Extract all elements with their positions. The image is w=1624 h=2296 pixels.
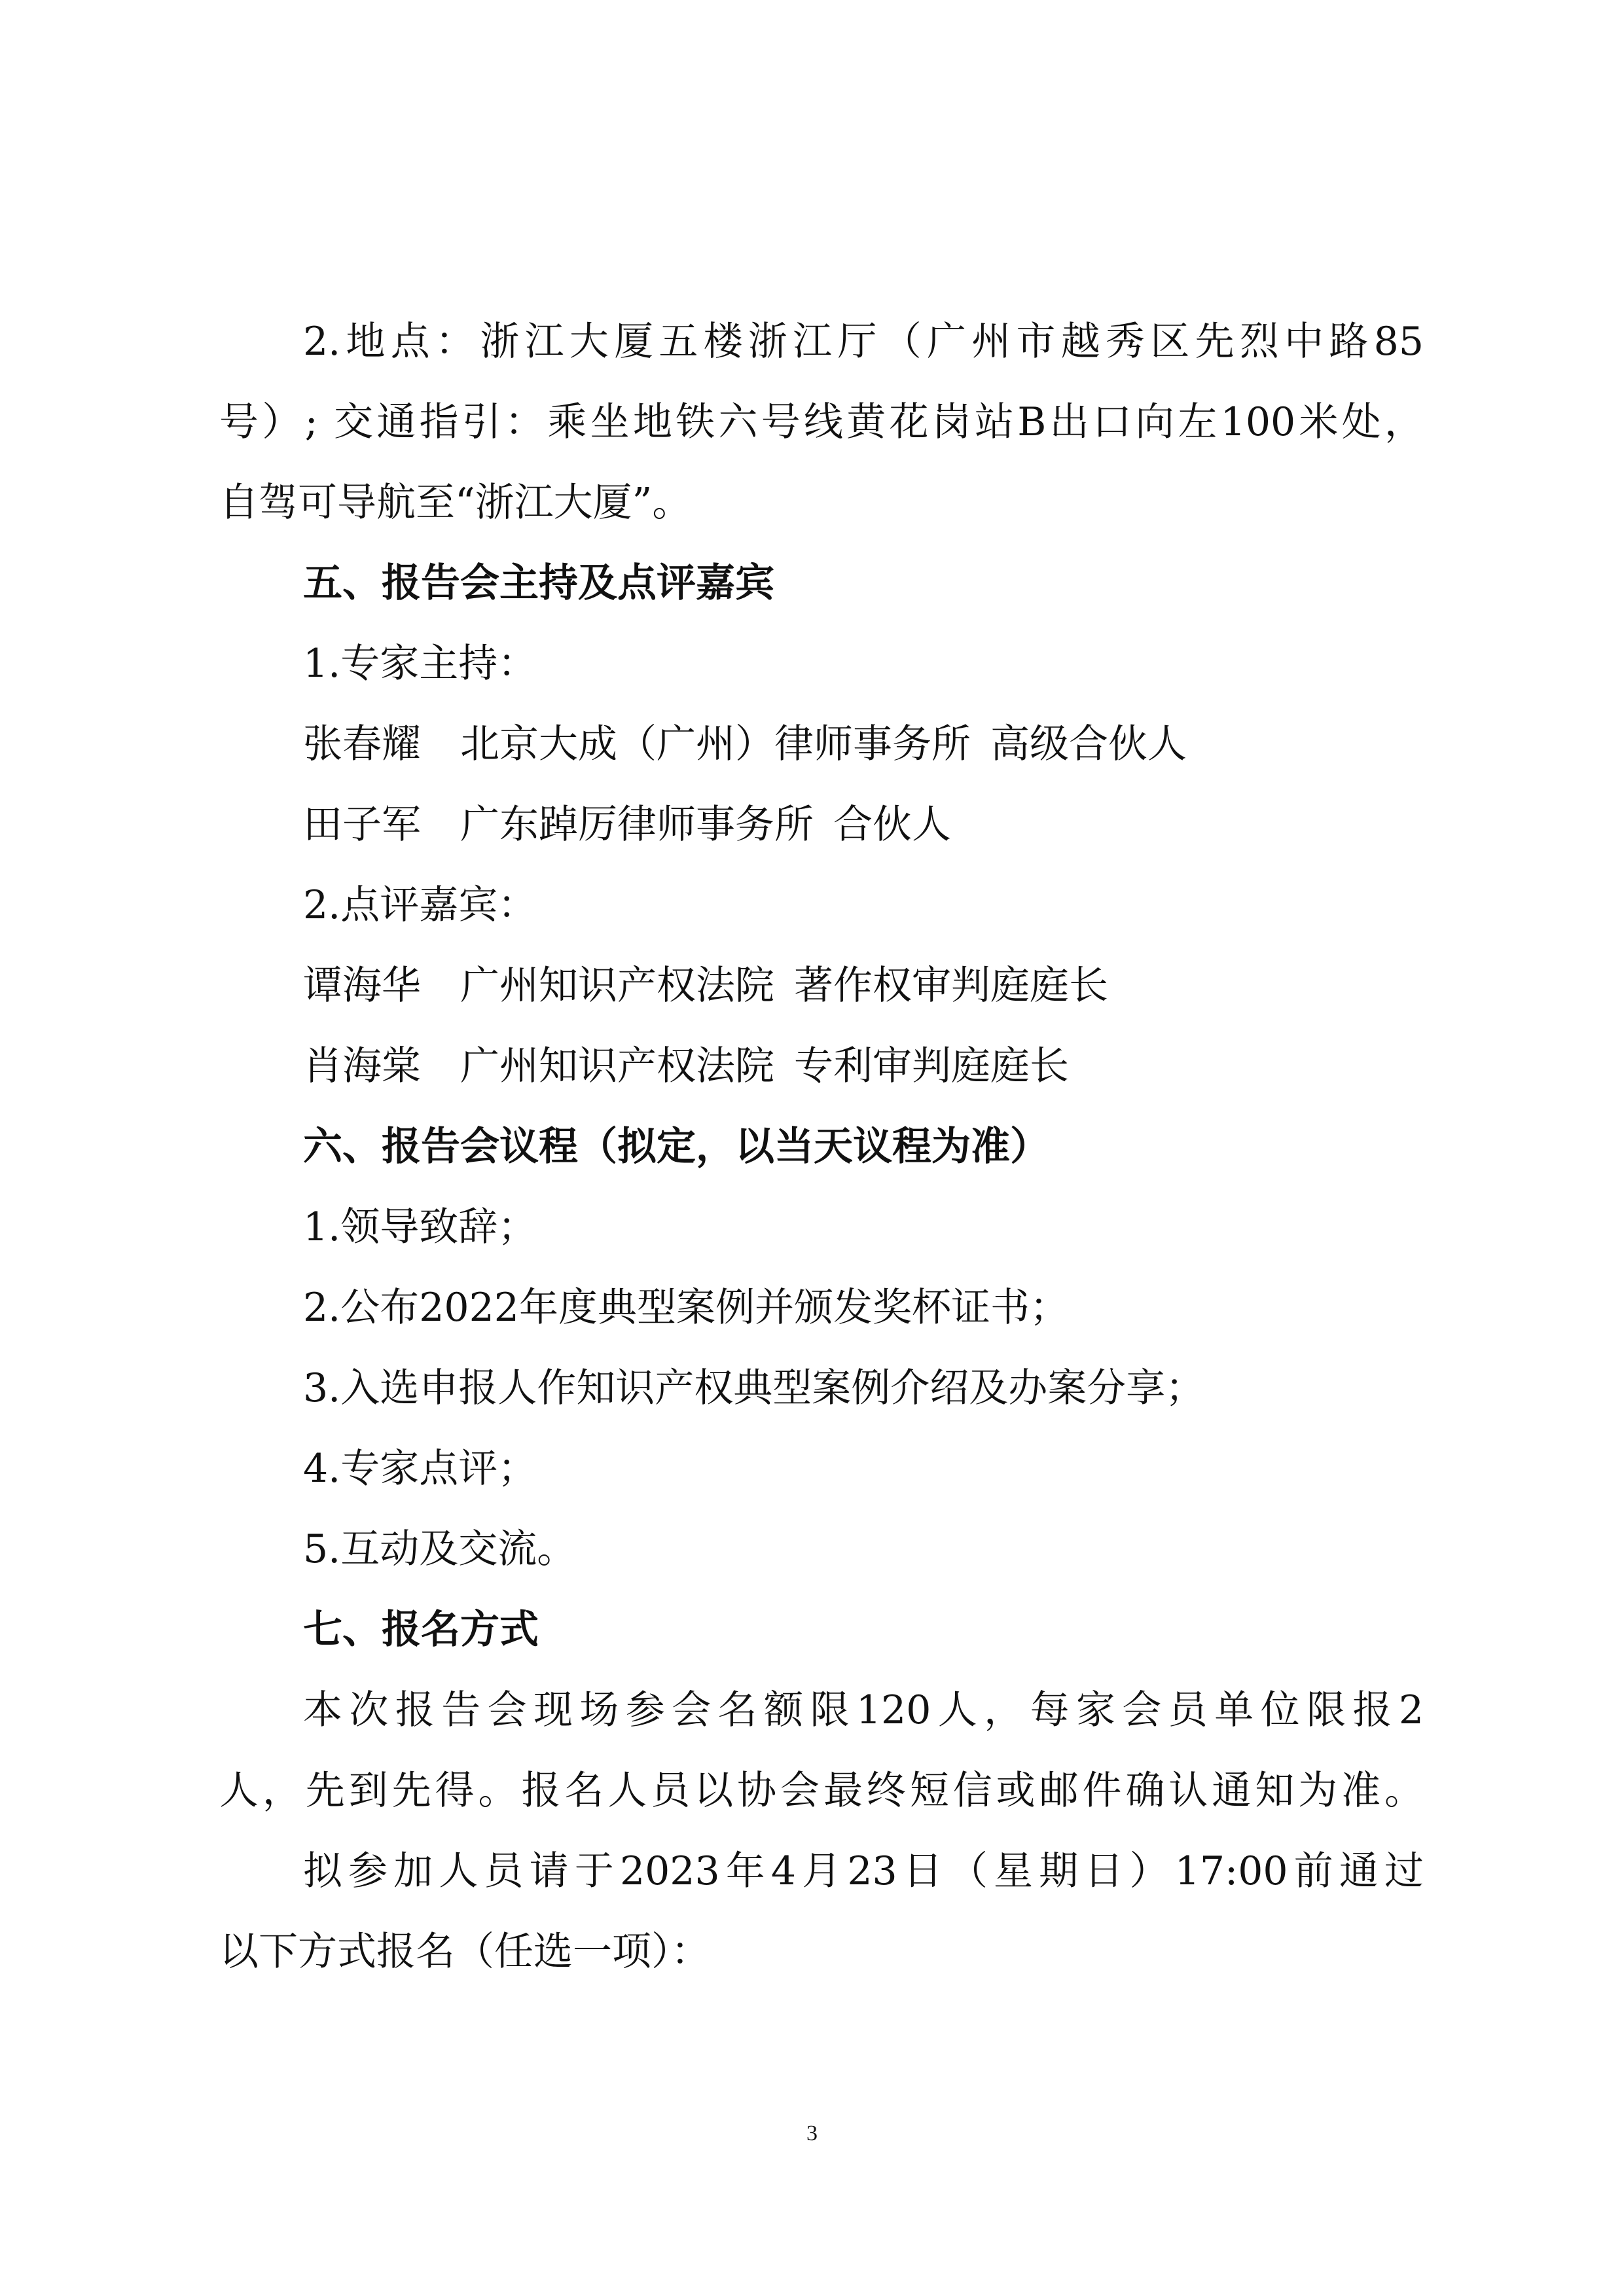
host-org: 北京大成（广州）律师事务所: [460, 721, 971, 767]
registration-para-2-line-2: 以下方式报名（任选一项）：: [219, 1929, 710, 1975]
location-line-2: 号）; 交通指引：乘坐地铁六号线黄花岗站B出口向左100米处，: [219, 399, 1424, 445]
location-line-3: 自驾可导航至“浙江大厦”。: [219, 480, 692, 526]
registration-para-1-line-2: 人，先到先得。报名人员以协会最终短信或邮件确认通知为准。: [219, 1768, 1424, 1814]
reviewer-row: [303, 1040, 1424, 1092]
section-5-heading: 五、报告会主持及点评嘉宾: [303, 560, 774, 606]
reviewer-title: 著作权审判庭庭长: [794, 963, 1108, 1009]
reviewer-org: 广州知识产权法院: [460, 963, 774, 1009]
agenda-item: 5.互动及交流。: [303, 1526, 577, 1572]
reviewer-name: 谭海华: [303, 963, 421, 1009]
reviewer-title: 专利审判庭庭长: [794, 1043, 1069, 1089]
host-row: [303, 798, 1424, 851]
reviewers-label: 2.点评嘉宾：: [303, 882, 537, 928]
registration-para-2-line-1: 拟参加人员请于2023年4月23日（星期日）17:00前通过: [303, 1848, 1424, 1894]
agenda-item: 1.领导致辞；: [303, 1204, 537, 1250]
host-title: 合伙人: [833, 802, 951, 848]
reviewer-name: 肖海棠: [303, 1043, 421, 1089]
host-org: 广东踔厉律师事务所: [460, 802, 814, 848]
host-title: 高级合伙人: [990, 721, 1187, 767]
host-row: [303, 718, 1424, 770]
reviewer-row: [303, 960, 1424, 1012]
agenda-item: 4.专家点评；: [303, 1446, 537, 1492]
hosts-label: 1.专家主持：: [303, 641, 537, 687]
location-line-1: 2.地点：浙江大厦五楼浙江厅（广州市越秀区先烈中路85: [303, 319, 1424, 365]
page-number: 3: [806, 2121, 818, 2145]
section-7-heading: 七、报名方式: [303, 1607, 539, 1653]
host-name: 田子军: [303, 802, 421, 848]
reviewer-org: 广州知识产权法院: [460, 1043, 774, 1089]
agenda-item: 3.入选申报人作知识产权典型案例介绍及办案分享；: [303, 1365, 1205, 1411]
host-name: 张春耀: [303, 721, 421, 767]
agenda-item: 2.公布2022年度典型案例并颁发奖杯证书；: [303, 1285, 1069, 1331]
section-6-heading: 六、报告会议程（拟定，以当天议程为准）: [303, 1124, 1049, 1170]
registration-para-1-line-1: 本次报告会现场参会名额限120人，每家会员单位限报2: [303, 1687, 1424, 1733]
